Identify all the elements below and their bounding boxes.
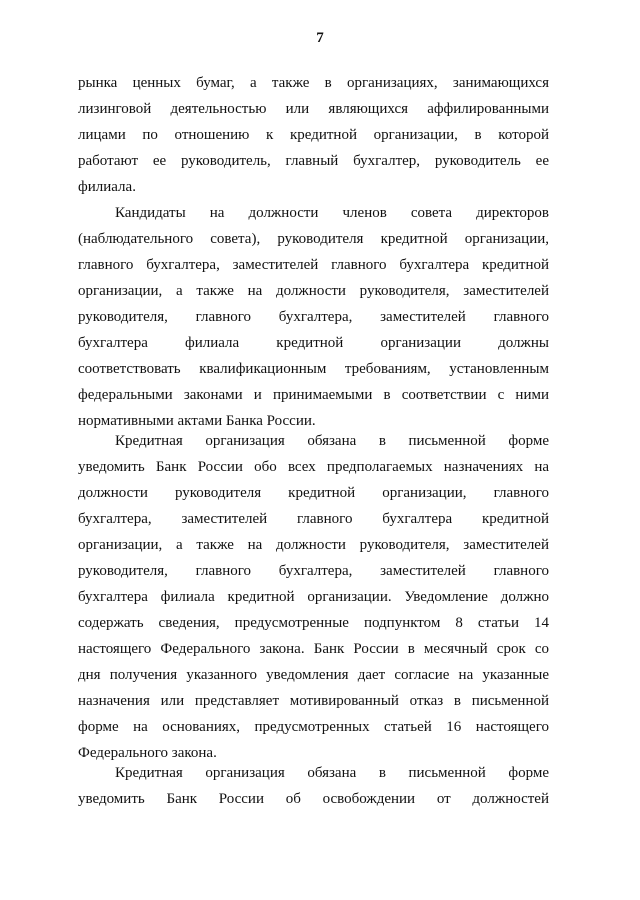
paragraph-line: должности руководителя кредитной организации, главного [78, 485, 549, 501]
page-number: 7 [316, 30, 324, 46]
paragraph-line: лицами по отношению к кредитной организации, в которой [78, 127, 549, 143]
paragraph-line: Федерального закона. [78, 745, 217, 761]
paragraph-line: Кандидаты на должности членов совета директоров [115, 205, 549, 221]
paragraph-line: дня получения указанного уведомления дает согласие на указанные [78, 667, 549, 683]
paragraph-line: федеральными законами и принимаемыми в соответствии с ними [78, 387, 549, 403]
paragraph-line: Кредитная организация обязана в письменной форме [115, 433, 549, 449]
paragraph-line: форме на основаниях, предусмотренных статьей 16 настоящего [78, 719, 549, 735]
paragraph-line: руководителя, главного бухгалтера, заместителей главного [78, 309, 549, 325]
paragraph-line: организации, а также на должности руководителя, заместителей [78, 537, 549, 553]
paragraph-3 [78, 428, 549, 766]
paragraph-line: руководителя, главного бухгалтера, заместителей главного [78, 563, 549, 579]
paragraph-line: бухгалтера филиала кредитной организации. Уведомление должно [78, 589, 549, 605]
paragraph-line: главного бухгалтера, заместителей главного бухгалтера кредитной [78, 257, 549, 273]
paragraph-line: бухгалтера филиала кредитной организации должны [78, 335, 549, 351]
paragraph-line: соответствовать квалификационным требованиям, установленным [78, 361, 549, 377]
paragraph-line: рынка ценных бумаг, а также в организациях, занимающихся [78, 75, 549, 91]
paragraph-line: (наблюдательного совета), руководителя кредитной организации, [78, 231, 549, 247]
paragraph-line: бухгалтера, заместителей главного бухгалтера кредитной [78, 511, 549, 527]
paragraph-line: уведомить Банк России об освобождении от должностей [78, 791, 549, 807]
paragraph-line: уведомить Банк России обо всех предполагаемых назначениях на [78, 459, 549, 475]
paragraph-line: настоящего Федерального закона. Банк России в месячный срок со [78, 641, 549, 657]
paragraph-line: назначения или представляет мотивированный отказ в письменной [78, 693, 549, 709]
paragraph-line: содержать сведения, предусмотренные подпунктом 8 статьи 14 [78, 615, 549, 631]
paragraph-1 [78, 70, 549, 200]
paragraph-2 [78, 200, 549, 434]
paragraph-line: Кредитная организация обязана в письменной форме [115, 765, 549, 781]
paragraph-line: филиала. [78, 179, 136, 195]
paragraph-line: нормативными актами Банка России. [78, 413, 316, 429]
paragraph-4 [78, 760, 549, 812]
paragraph-line: организации, а также на должности руководителя, заместителей [78, 283, 549, 299]
paragraph-line: работают ее руководитель, главный бухгалтер, руководитель ее [78, 153, 549, 169]
paragraph-line: лизинговой деятельностью или являющихся аффилированными [78, 101, 549, 117]
